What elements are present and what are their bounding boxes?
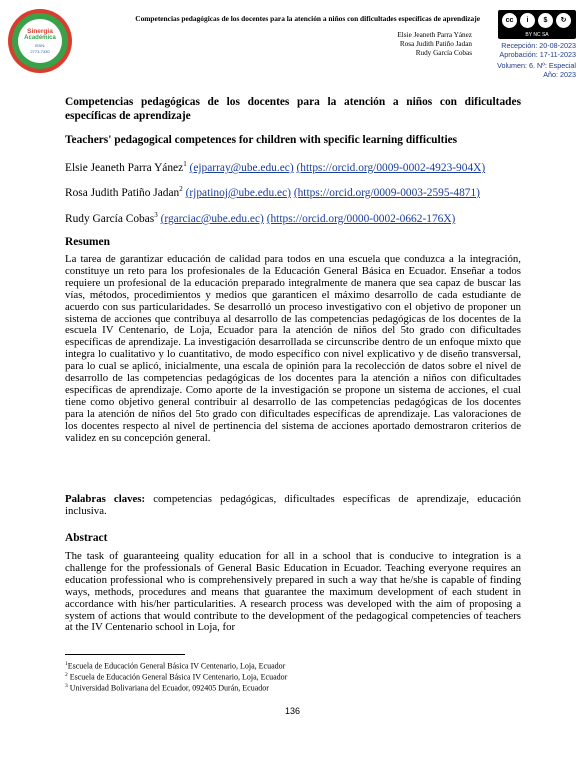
title-spanish: Competencias pedagógicas de los docentes para la atención a niños con dificultades específicas de aprendizaje: [65, 96, 521, 122]
author-email-link[interactable]: (rjpatinoj@ube.edu.ec): [185, 186, 291, 199]
footnote-sup: 3: [65, 683, 68, 689]
sa-icon: ↻: [556, 13, 571, 28]
resumen-text: La tarea de garantizar educación de calidad para todos en una escuela que conduzca a la integración, constituye un reto para los profesionales de la Educación General Básica en Ecuador. Enseñar a todos requiere un profesional de la educación preparado integralmente de manera que sea capaz de buscar las vías, métodos, procedimientos y medios que garanticen el máximo desarrollo de cada estudiante de acuerdo con sus particularidades. Se desarrolló un proceso investigativo con el objetivo de proponer un sistema de acciones que contribuya al desarrollo de las competencias pedagógicas de los docentes de la escuela IV Centenario, de Loja, Ecuador para la atención de niños del 5to grado con dificultades específicas de aprendizaje. La investigación desarrollada se circunscribe dentro de un enfoque mixto que integra lo cualitativo y lo cuantitativo, de modo específico con nivel explicativo y de diseño transversal, para lo cual se aplicó, inicialmente, una escala de opinión para la recolección de datos sobre el nivel de desarrollo de las competencias pedagógicas de los docentes para la atención a niños con dificultades específicas de aprendizaje. Como aporte de la investigación se propone un sistema de acciones, el cual tiene como objetivo general contribuir al desarrollo de las competencias pedagógicas de los docentes para la atención de niños del 5to grado con dificultades específicas de aprendizaje. Las valoraciones de los docentes respecto al nivel de pertinencia del sistema de acciones aportado demostraron criterios de validez en su concepción general.: [65, 253, 521, 444]
running-author: Rudy García Cobas: [415, 48, 472, 57]
author-sup: 2: [179, 185, 183, 193]
reception-date: Recepción: 20-08-2023: [501, 41, 576, 50]
year: Año: 2023: [543, 69, 576, 79]
nc-icon: $: [538, 13, 553, 28]
footnote-divider: [65, 654, 185, 655]
author-name: Rosa Judith Patiño Jadan: [65, 186, 180, 199]
author-email-link[interactable]: (rgarciac@ube.edu.ec): [160, 212, 264, 225]
abstract-text: The task of guaranteeing quality education for all in a school that is conducive to integration is a challenge for the professionals of General Basic Education in Ecuador. Teaching everyone requires an education professional who is comprehensively prepared in such a way that he/she is capable of finding ways, methods, procedures and means that guarantee the maximum development of each student in accordance with his/her particularities. A research process was developed with the aim of proposing a system of actions that would contribute to the development of the pedagogical competencies of teachers at the IV Centenario school in Loja, for: [65, 550, 521, 634]
author-orcid-link[interactable]: (https://orcid.org/0009-0003-2595-4871): [293, 186, 480, 199]
journal-logo: [8, 9, 72, 73]
author-name: Rudy García Cobas: [65, 212, 155, 225]
footnote-text: Universidad Bolivariana del Ecuador, 092405 Durán, Ecuador: [67, 683, 269, 693]
author-sup: 3: [154, 211, 158, 219]
creative-commons-badge[interactable]: [498, 10, 576, 39]
running-author: Rosa Judith Patiño Jadan: [399, 39, 472, 48]
resumen-heading: Resumen: [65, 236, 110, 248]
keywords-label: Palabras claves:: [65, 493, 146, 505]
author-name: Elsie Jeaneth Parra Yánez: [65, 161, 184, 174]
footnote-text: Escuela de Educación General Básica IV Centenario, Loja, Ecuador: [67, 672, 288, 682]
by-icon: i: [520, 13, 535, 28]
author-line: [65, 182, 525, 200]
footnote: [65, 681, 485, 694]
keywords: [65, 494, 521, 518]
footnote-sup: 1: [65, 661, 68, 667]
volume-block: [470, 62, 576, 79]
logo-line2: Académica: [24, 35, 56, 41]
author-orcid-link[interactable]: (https://orcid.org/0000-0002-0662-176X): [266, 212, 456, 225]
running-authors: [300, 31, 472, 57]
approval-date: Aprobación: 17-11-2023: [499, 49, 576, 59]
running-author: Elsie Jeaneth Parra Yánez: [397, 31, 472, 39]
author-orcid-link[interactable]: (https://orcid.org/0009-0002-4923-904X): [296, 161, 486, 174]
keywords-text: competencias pedagógicas, dificultades específicas de aprendizaje, educación inclusiva.: [65, 493, 521, 517]
title-english: Teachers' pedagogical competences for children with specific learning difficulties: [65, 134, 458, 146]
author-line: [65, 157, 525, 175]
author-email-link[interactable]: (ejparray@ube.edu.ec): [189, 161, 294, 174]
abstract-heading: Abstract: [65, 532, 108, 544]
logo-issn-number: 2773-7330: [30, 49, 50, 54]
page-number: 136: [284, 706, 301, 716]
running-title: Competencias pedagógicas de los docentes para la atención a niños con dificultades específicas de aprendizaje: [135, 14, 480, 23]
cc-icon: cc: [502, 13, 517, 28]
footnote-text: Escuela de Educación General Básica IV Centenario, Loja, Ecuador: [67, 661, 286, 671]
license-label: BY NC SA: [525, 32, 549, 38]
volume-number: Volumen: 6. Nº: Especial: [497, 61, 576, 70]
author-line: [65, 208, 525, 226]
author-sup: 1: [183, 160, 187, 168]
logo-line1: Sinergia: [27, 28, 53, 35]
dates-block: [470, 42, 576, 59]
footnote-sup: 2: [65, 672, 68, 678]
logo-issn: ISSN:: [34, 43, 46, 48]
